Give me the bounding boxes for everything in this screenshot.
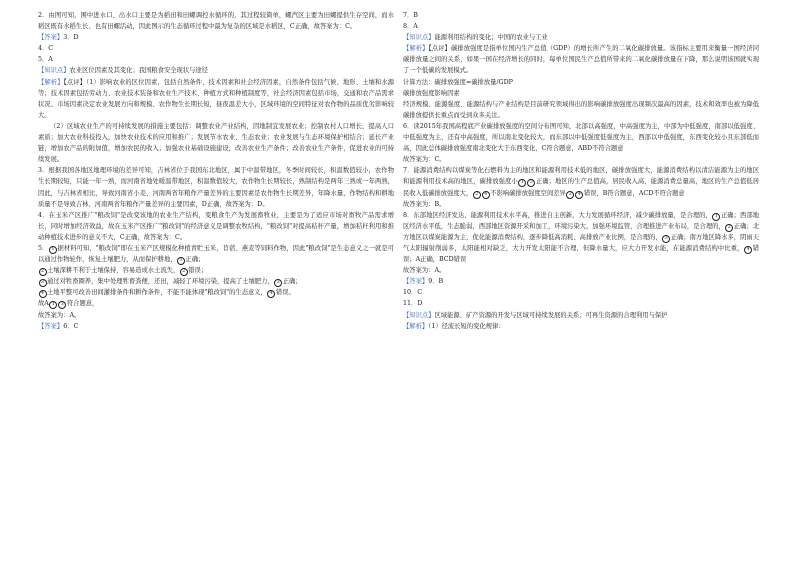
circled-number: 4 [575, 191, 583, 199]
text-paragraph [403, 32, 759, 43]
paragraph-text: 2 土壤深耕不利于土壤保持，容易造成水土流失， 2 错误； [38, 267, 207, 274]
paragraph-text: （2）区域农业生产的可持续发展的措施主要包括：调整农业产业结构，因地制宜发展农业；控制农村人口增长，提高人口素质；加大农业科技投入，加快农业技术的应用和推广；发展节水农业、生态农业；农业发展与生态环境保护相结合；延长产业链，增加农产品的附加值，增加农民的收入；加强农业基础设施建设，改善农业生产条件；改善农业生产条件，促进农业的可持续发展。 [38, 122, 394, 164]
paragraph-text: 【点评】（1）影响农业的区位因素，包括自然条件、技术因素和社会经济因素，自然条件包括气候、地形、土壤和水源等；技术因素包括劳动力、农业技术装备和农业生产技术、种植方式和种植制度等，社会经济因素包括市场，交通和农产品需求状况、市场因素决定农业发展方向和规模、农作物生长期长短，昼夜温差大小，区域环境的空间特征对农作物的品质优劣影响较大。 [38, 78, 394, 119]
analysis-tag: 【解析】 [403, 45, 429, 53]
text-paragraph [403, 43, 759, 76]
paragraph-text: 【点评】碳排放强度是指单位国内生产总值（GDP）的增长所产生的二氧化碳排放量。该指标主要用来衡量一国经济同碳排放量之间的关系，如果一国在经济增长的同时，每单位国民生产总值所带来的二氧化碳排放量在下降，那么说明该国就实现了一个低碳的发展模式。 [403, 45, 759, 75]
paragraph-text: 故A 1 3 符合题意， [38, 300, 99, 308]
circled-number: 2 [180, 268, 188, 276]
circled-number: 4 [482, 191, 490, 199]
circled-number: 2 [473, 191, 481, 199]
text-paragraph [403, 88, 759, 99]
text-paragraph [403, 199, 759, 210]
text-paragraph [403, 154, 759, 165]
text-paragraph [38, 43, 394, 54]
paragraph-text: 7．B [403, 12, 418, 19]
text-paragraph [38, 165, 394, 209]
paragraph-text: 区域能源、矿产资源的开发与区域可持续发展的关系；可再生资源的合理利用与保护 [434, 311, 668, 319]
paragraph-text: 10．C [403, 289, 423, 297]
circled-number: 1 [177, 257, 185, 265]
paragraph-text: 农业区位因素及其变化；我国粮食安全现状与途径 [69, 67, 209, 75]
text-paragraph [38, 310, 394, 321]
text-paragraph [38, 10, 394, 32]
answer-tag: 【答案】 [38, 322, 64, 330]
text-paragraph [403, 210, 759, 265]
paragraph-text: 经济规模、能源强度、能源结构与产业结构是目前研究领域得出的影响碳排放强度出现频次最高的因素，技术和效率也被为降低碳排放提供长重点而受到众多关注。 [403, 100, 759, 119]
circled-number: 1 [712, 213, 720, 221]
circled-number: 3 [274, 279, 282, 287]
text-paragraph [403, 321, 759, 332]
paragraph-text: 9．B [428, 278, 444, 286]
paragraph-text: 7．能源消费结构以煤炭等化石燃料为主的地区和能源利用技术低的地区，碳排放强度大，能源消费结构以清洁能源为主的地区和能源利用技术高的地区，碳排放强度小 1 3 正确；地区的生产总值高，居民收入高，能源消费总量高，地区的生产总值低居民收入低碳排放强度大， 2 4 不影响碳排放强度空间差异 2 4 错误，B符合题意，ACD不符合题意 [403, 167, 760, 197]
text-paragraph [38, 276, 394, 287]
circled-number: 1 [49, 246, 57, 254]
text-paragraph [38, 287, 394, 298]
paragraph-text: 故答案为：A。 [403, 267, 446, 275]
analysis-tag: 【解析】 [403, 322, 429, 330]
left-column [38, 10, 394, 332]
paragraph-text: 4．C [38, 45, 54, 53]
circled-number: 4 [39, 290, 47, 298]
circled-number: 3 [662, 235, 670, 243]
text-paragraph [403, 165, 759, 198]
paragraph-text: 6．C [63, 322, 79, 330]
text-paragraph [403, 121, 759, 154]
text-paragraph [403, 10, 759, 21]
paragraph-text: 故答案为：C。 [403, 156, 446, 164]
text-paragraph [403, 287, 759, 298]
circled-number: 1 [49, 301, 57, 309]
circled-number: 4 [744, 246, 752, 254]
paragraph-text: 11．D [403, 300, 423, 308]
paragraph-text: 4 土地平整可改善田间灌排条件和耕作条件，不能不能体现"粮改饲"的生态意义， 4 错误。 [38, 289, 295, 296]
text-paragraph [38, 321, 394, 332]
right-column [403, 10, 759, 332]
analysis-tag: 【解析】 [38, 78, 64, 86]
paragraph-text: 5． 1 据材料可知，"粮改饲"即在玉米产区规模化种植青贮玉米，苜蓿、燕麦等饲料作物，因此"粮改饲"是生态意义之一就是可以通过作物轮作，恢复土壤肥力，从而保护耕地， 1 正确； [38, 244, 394, 264]
paragraph-text: 4．在玉米产区推广"粮改饲"是改变该地的农业生产结构，变粮食生产为发展畜牧业，主要是为了适应市场对畜牧产品需求增长，同时增加经济效益，故在玉米产区推广"粮改饲"的经济意义是调整农牧结构，"粮改饲"对提高秸秆产量，增加秸秆利用和推动种植技术进步的意义不大，C正确，故答案为：C。 [38, 211, 394, 241]
paragraph-text: 8．东部地区经济发达，能源利用技术水平高，推进自主创新，大力发展循环经济，减少碳排放量，是合理的， 1 正确；西部地区经济水平低，生态脆弱，西部地区资源开采和加工，环境污染大，加强环境监管，合理推进产业布局，是合理的， 2 正确；北方地区以煤炭能源为主，优化能源消费结构，逐步降低高消耗、高排放产业比例，是合理的， 3 正确；南方地区降水多，阴雨天气太阳辐射削弱多，太阳能相对缺乏，大力开发太阳能不合理，但降水量大，应大力开发水能，在能源消费结构中比重， 4 错误；A正确，BCD错误 [403, 211, 760, 264]
knowledge-tag: 【知识点】 [403, 34, 435, 42]
answer-tag: 【答案】 [38, 34, 64, 42]
answer-tag: 【答案】 [403, 278, 429, 286]
circled-number: 3 [527, 179, 535, 187]
text-paragraph [38, 121, 394, 165]
paragraph-text: 3．D [63, 34, 79, 42]
paragraph-text: 计算方法：碳排放强度=碳排放量/GDP [403, 78, 513, 86]
circled-number: 2 [39, 268, 47, 276]
paragraph-text: 8．A [403, 23, 418, 31]
paragraph-text: （1）径流长短的变化规律： [428, 322, 505, 330]
text-paragraph [38, 32, 394, 43]
text-paragraph [38, 298, 394, 309]
text-paragraph [38, 265, 394, 276]
circled-number: 3 [39, 279, 47, 287]
circled-number: 1 [518, 179, 526, 187]
paragraph-text: 故答案为：B。 [403, 200, 446, 208]
knowledge-tag: 【知识点】 [403, 311, 435, 319]
text-paragraph [403, 310, 759, 321]
paragraph-text: 故答案为：A。 [38, 311, 81, 319]
text-paragraph [38, 243, 394, 265]
knowledge-tag: 【知识点】 [38, 67, 70, 75]
paragraph-text: 5．A [38, 56, 53, 64]
text-paragraph [403, 298, 759, 309]
paragraph-text: 6．读2015年我国高程底产业碳排放强度的空间分布图可知，北部以高强度，中高强度为主，中部为中低强度，南部以低强度、中低强度为主，还有中高强度，所以南北变化较大，而东部以中低强度低强度为主，西部以中低强度，东西变化较小且东部低而高，因此总体碳排放强度南北变化大于东西变化，C符合题意，ABD不符合题意 [403, 122, 759, 153]
paragraph-text: 2．由图可知，围中进水口、出水口主要是为稻田和田螺调控水循环的，其过程较简单，螺汽区主要为田螺提供生存空间，而水稻区既有水稻生长、也有田螺活动，因此图示的生态循环过程中最为复杂的区域是水稻区，C正确，故答案为：C。 [38, 12, 394, 31]
text-paragraph [38, 77, 394, 121]
text-paragraph [403, 276, 759, 287]
paragraph-text: 3．根据我国各地区地理环境的差异可知，吉林省位于我国东北地区，属于中温带地区，冬季时间较长，积温数值较小，农作物生长期较短，只能一年一熟，而河南省地处暖温带地区，积温数值较大，农作物生长期较长，熟制结构是两年三熟或一年两熟，因此，与吉林省相比，导致河南省小麦、河南两省年粮作产量差异的主要因素是农作物生长期差异，年降水量，作物结构和耕地质量不是导致吉林、河南两省年粮作产量差异的主要因素，D正确，故答案为：D。 [38, 167, 394, 208]
paragraph-text: 3 通过对牲畜圈养，集中处理牲畜粪便，还田，减轻了环境污染，提高了土壤肥力， 3 正确； [38, 278, 302, 285]
text-paragraph [403, 77, 759, 88]
circled-number: 2 [566, 191, 574, 199]
text-paragraph [403, 265, 759, 276]
text-paragraph [403, 99, 759, 121]
paragraph-text: 碳排放强度影响因素 [403, 89, 460, 97]
text-paragraph [403, 21, 759, 32]
circled-number: 2 [725, 224, 733, 232]
paragraph-text: 能源利用结构的变化；中国的农业与工业 [434, 34, 548, 42]
circled-number: 4 [267, 290, 275, 298]
text-paragraph [38, 210, 394, 243]
text-paragraph [38, 65, 394, 76]
text-paragraph [38, 54, 394, 65]
circled-number: 3 [58, 301, 66, 309]
